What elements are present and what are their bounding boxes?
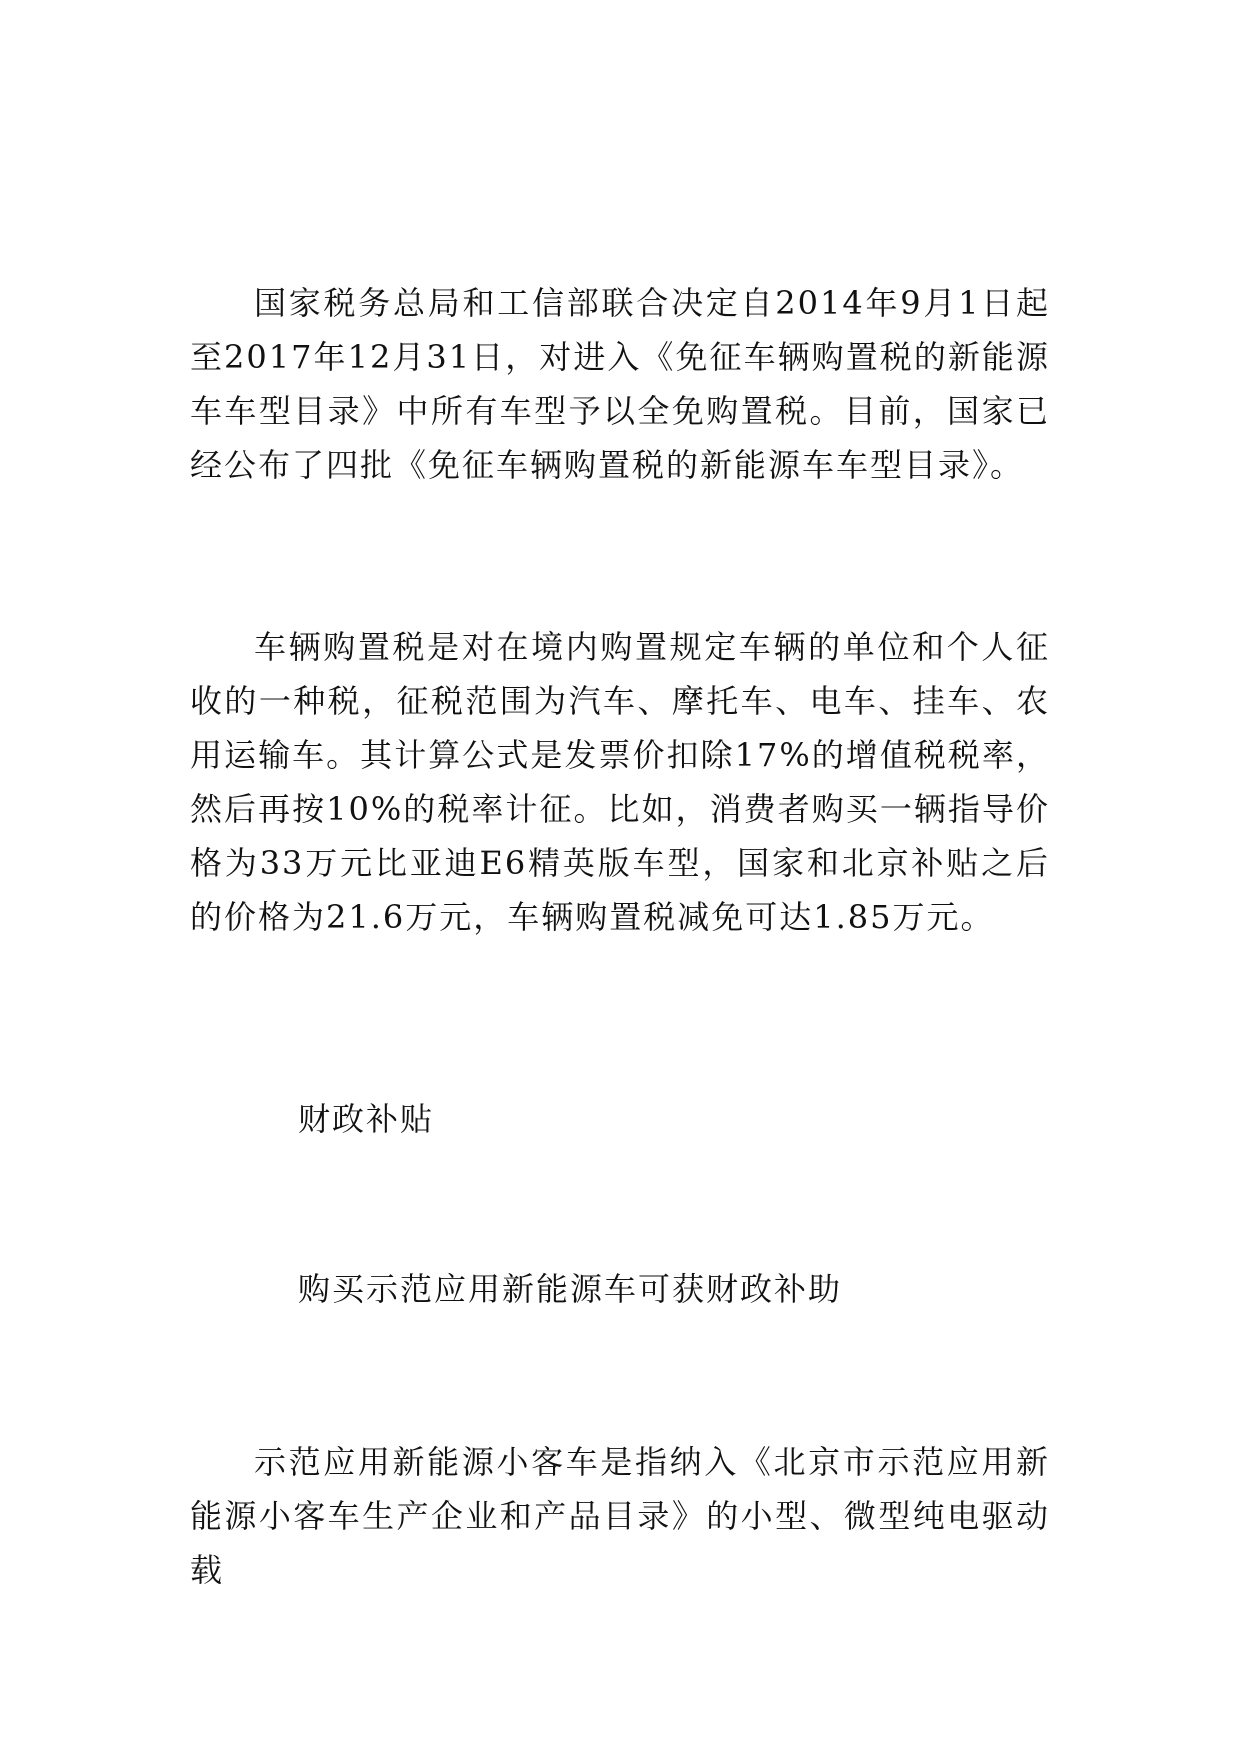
paragraph-purchase-tax-exemption: 国家税务总局和工信部联合决定自2014年9月1日起至2017年12月31日，对进入《免征车辆购置税的新能源车车型目录》中所有车型予以全免购置税。目前，国家已经公布了四批《免征车辆购置税的新能源车车型目录》。 — [190, 284, 1050, 484]
paragraph-demo-vehicle-definition: 示范应用新能源小客车是指纳入《北京市示范应用新能源小客车生产企业和产品目录》的小型、微型纯电驱动载 — [190, 1443, 1050, 1589]
section-heading-fiscal-subsidy: 财政补贴 — [298, 1100, 435, 1138]
subheading-demo-vehicle-subsidy: 购买示范应用新能源车可获财政补助 — [298, 1270, 843, 1308]
paragraph-purchase-tax-explanation: 车辆购置税是对在境内购置规定车辆的单位和个人征收的一种税，征税范围为汽车、摩托车、电车、挂车、农用运输车。其计算公式是发票价扣除17%的增值税税率，然后再按10%的税率计征。比如，消费者购买一辆指导价格为33万元比亚迪E6精英版车型，国家和北京补贴之后的价格为21.6万元，车辆购置税减免可达1.85万元。 — [190, 628, 1050, 936]
